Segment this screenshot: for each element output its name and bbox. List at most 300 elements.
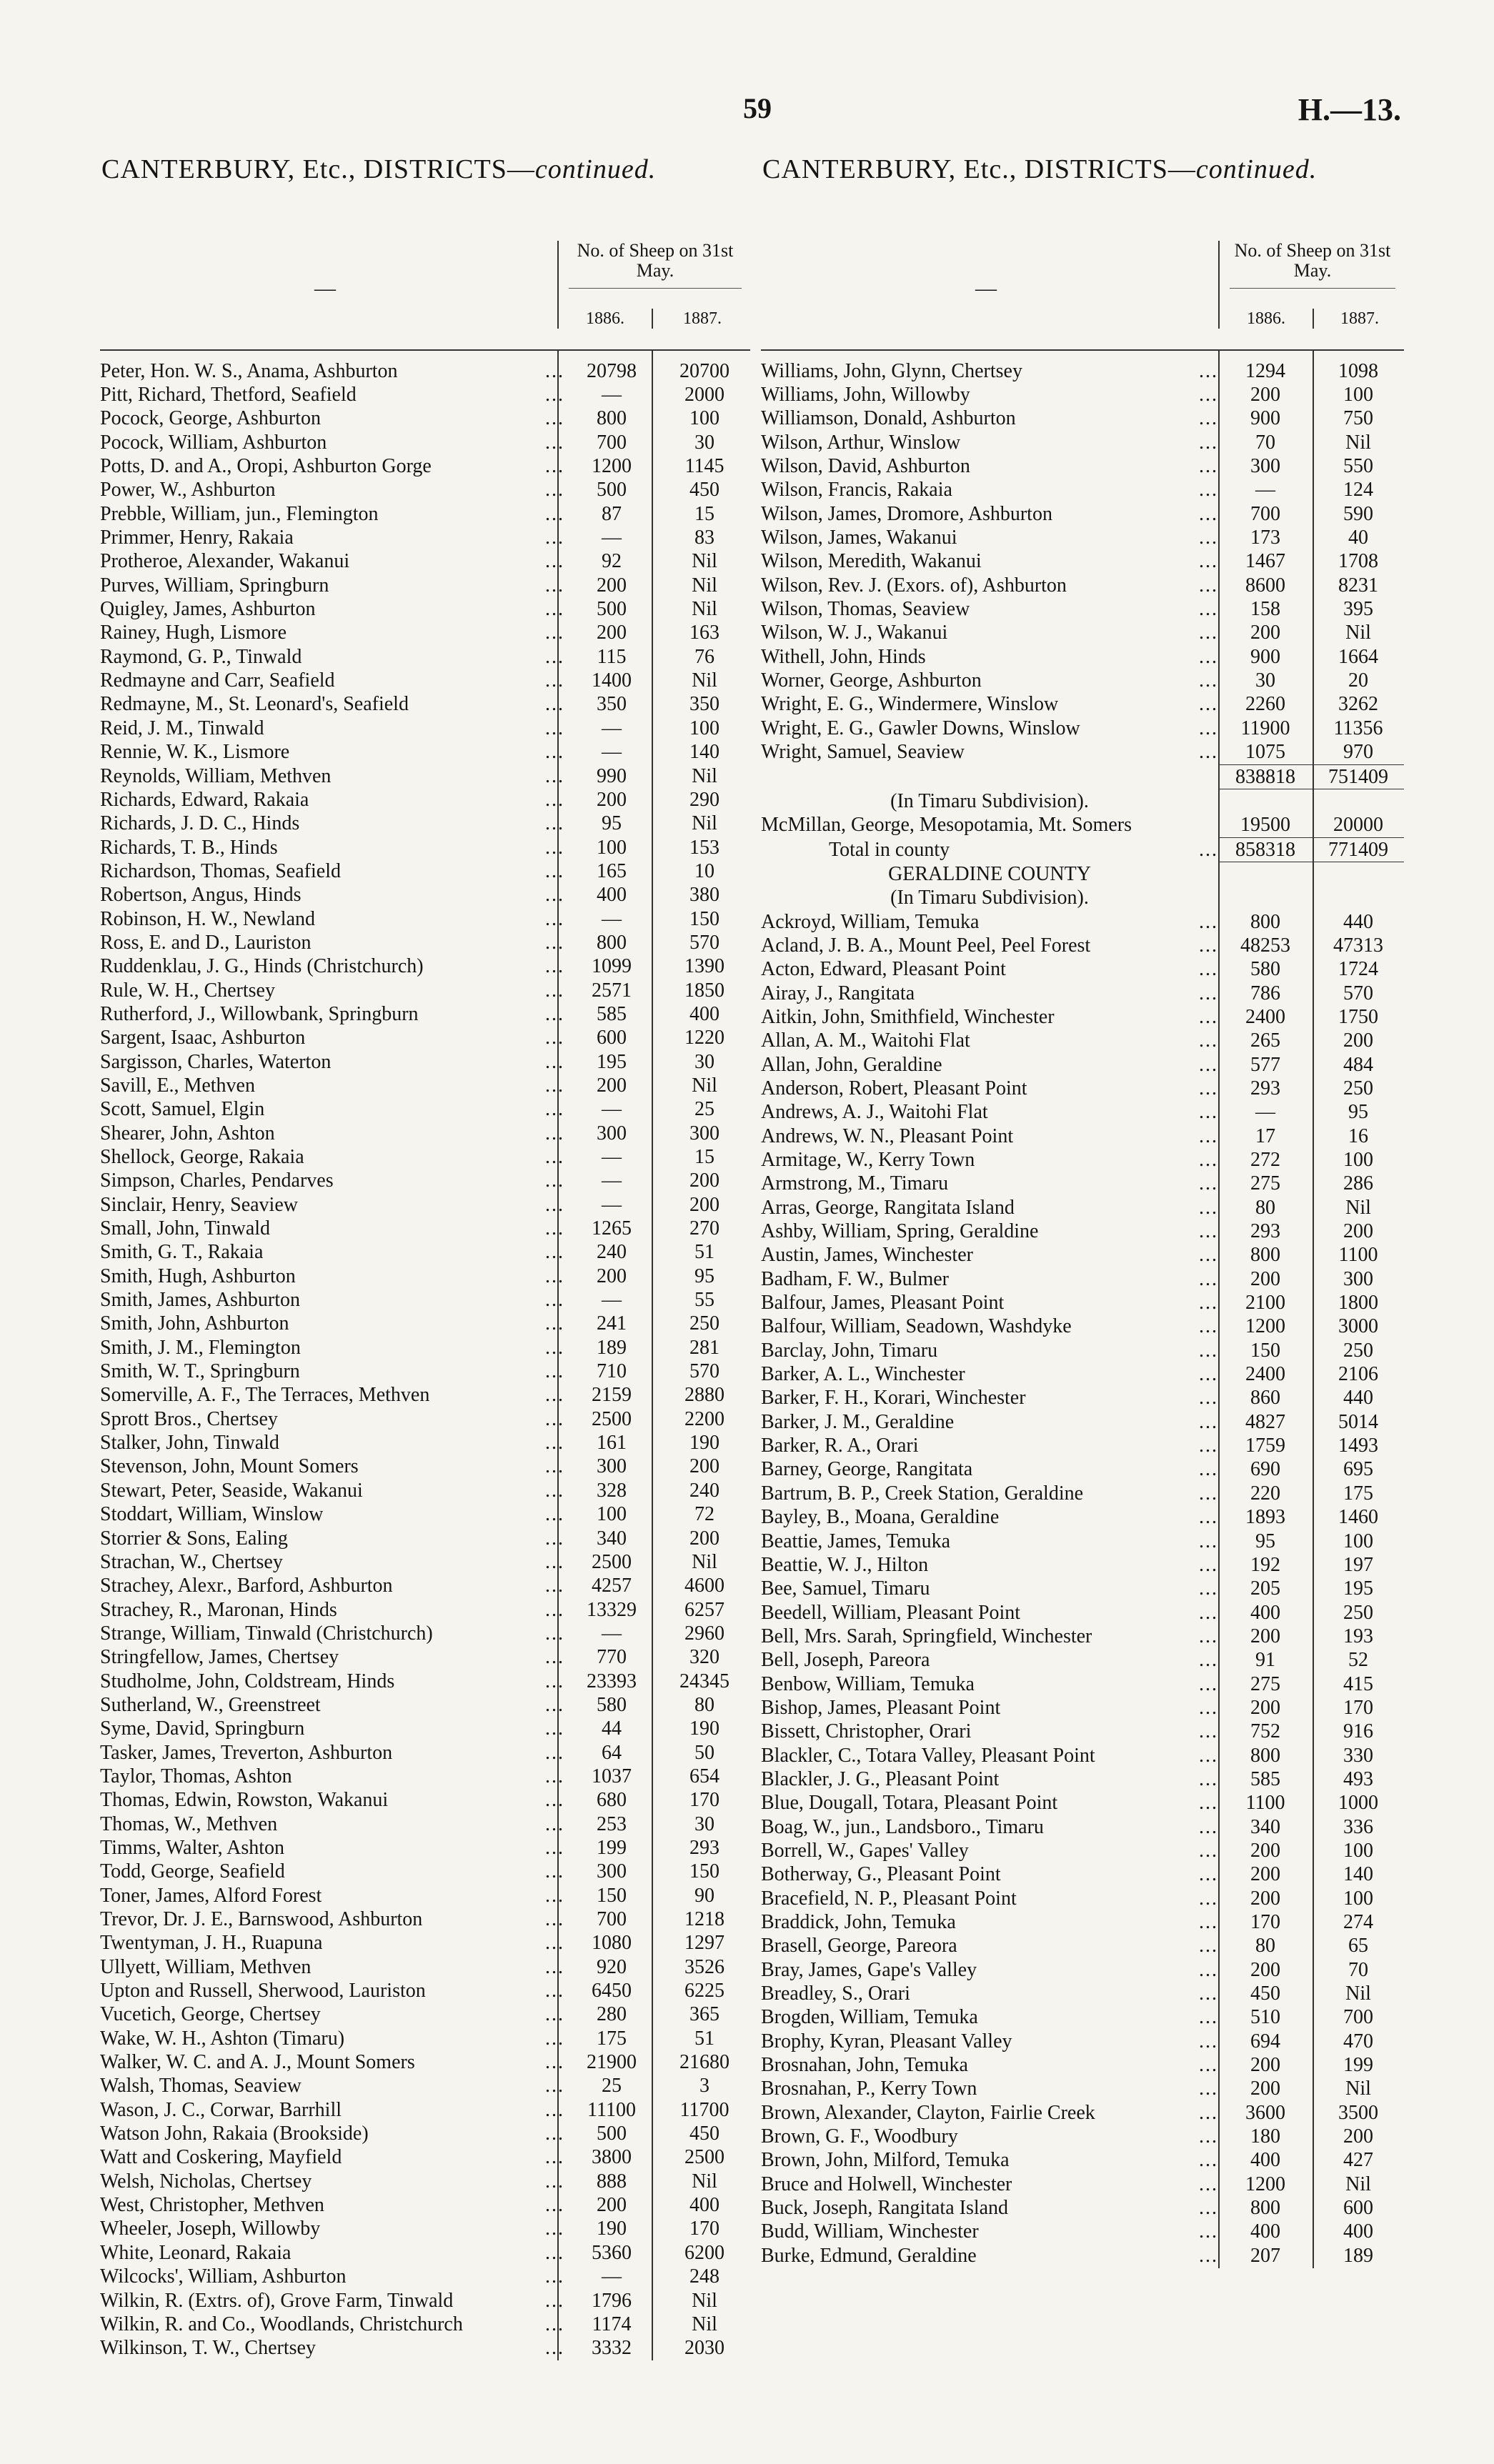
entry-name: Blackler, J. G., Pleasant Point <box>761 1767 1000 1790</box>
sheep-1887: 1390 <box>684 955 724 978</box>
leader-dots: ... <box>1199 2101 1218 2124</box>
sheep-1886: 200 <box>597 574 627 597</box>
entry-name: Barker, F. H., Korari, Winchester <box>761 1387 1026 1410</box>
sheep-1887: 51 <box>694 2027 714 2050</box>
sheep-1887: 440 <box>1343 1387 1373 1410</box>
sheep-1886: 190 <box>597 2218 627 2240</box>
sheep-1887: 20700 <box>679 359 729 382</box>
sheep-1887: Nil <box>692 598 717 621</box>
leader-dots: ... <box>545 2289 564 2312</box>
sheep-1887: 95 <box>694 1265 714 1287</box>
table-row <box>761 1625 1404 1648</box>
county-title-text: GERALDINE COUNTY <box>888 862 1091 885</box>
sheep-1887: 100 <box>1343 384 1373 406</box>
leader-dots: ... <box>545 1050 564 1073</box>
sheep-1886: 400 <box>597 884 627 907</box>
sheep-1886: 1200 <box>1245 1315 1285 1338</box>
sheep-1887: 190 <box>689 1432 719 1455</box>
leader-dots: ... <box>1199 669 1218 692</box>
leader-dots: ... <box>545 2003 564 2026</box>
sheep-1887: 153 <box>689 836 719 859</box>
sheep-1887: 281 <box>689 1336 719 1359</box>
leader-dots: ... <box>1199 2030 1218 2052</box>
leader-dots: ... <box>545 979 564 1002</box>
sheep-1887: 300 <box>689 1122 719 1144</box>
table-row <box>761 2149 1404 2173</box>
table-row <box>761 1935 1404 1958</box>
leader-dots: ... <box>545 812 564 835</box>
sheep-1887: 189 <box>1343 2244 1373 2267</box>
sheep-1887: 30 <box>694 431 714 454</box>
leader-dots: ... <box>545 1622 564 1645</box>
entry-name: Botherway, G., Pleasant Point <box>761 1863 1001 1886</box>
sheep-1887: 100 <box>1343 1887 1373 1910</box>
entry-name: Wason, J. C., Corwar, Barrhill <box>100 2098 342 2121</box>
leader-dots: ... <box>1199 622 1218 644</box>
sheep-1886: 400 <box>1250 2149 1280 2172</box>
entry-name: Stevenson, John, Mount Somers <box>100 1455 359 1478</box>
table-row <box>761 982 1404 1005</box>
leader-dots: ... <box>1199 550 1218 573</box>
table-row <box>761 1005 1404 1029</box>
left-column-title <box>101 154 750 185</box>
sheep-1887: 330 <box>1343 1744 1373 1767</box>
sheep-1886: 800 <box>597 407 627 430</box>
leader-dots: ... <box>545 1122 564 1144</box>
right-rows <box>761 351 1404 2268</box>
leader-dots: ... <box>1199 2078 1218 2100</box>
entry-name: Williams, John, Willowby <box>761 384 970 406</box>
sheep-1887: 1000 <box>1338 1792 1378 1815</box>
entry-name: Wake, W. H., Ashton (Timaru) <box>100 2027 345 2050</box>
sheep-1887: Nil <box>692 2289 717 2312</box>
sheep-1886: 690 <box>1250 1458 1280 1481</box>
leader-dots: ... <box>545 2051 564 2074</box>
sheep-1887: 270 <box>689 1217 719 1240</box>
sheep-1887: 450 <box>689 479 719 502</box>
leader-dots: ... <box>1199 1649 1218 1672</box>
entry-name: Smith, John, Ashburton <box>100 1312 289 1335</box>
leader-dots: ... <box>545 717 564 739</box>
sheep-1886: — <box>602 717 622 739</box>
entry-name: Upton and Russell, Sherwood, Lauriston <box>100 1980 426 2002</box>
table-row <box>761 1077 1404 1100</box>
entry-name: Blue, Dougall, Totara, Pleasant Point <box>761 1792 1058 1815</box>
leader-dots: ... <box>545 955 564 978</box>
sheep-1886: 200 <box>1250 1887 1280 1910</box>
sheep-1886: 2500 <box>592 1550 632 1573</box>
sheep-1886: 700 <box>1250 502 1280 525</box>
leader-dots: ... <box>1199 1935 1218 1957</box>
sheep-1886: 2400 <box>1245 1363 1285 1386</box>
entry-name: Wilson, Francis, Rakaia <box>761 479 952 502</box>
entry-name: Beattie, James, Temuka <box>761 1530 951 1552</box>
table-row <box>761 645 1404 669</box>
leader-dots: ... <box>545 359 564 382</box>
sheep-1886: 800 <box>597 931 627 954</box>
table-row <box>761 1244 1404 1267</box>
entry-name: Barker, J. M., Geraldine <box>761 1410 955 1433</box>
entry-name: Richards, T. B., Hinds <box>100 836 278 859</box>
sheep-1886: 4827 <box>1245 1410 1285 1433</box>
entry-name: Raymond, G. P., Tinwald <box>100 645 302 668</box>
sheep-1886: 165 <box>597 859 627 882</box>
sheep-1886: 200 <box>1250 1958 1280 1981</box>
leader-dots: ... <box>1199 479 1218 502</box>
table-row <box>761 717 1404 740</box>
entry-name: Armstrong, M., Timaru <box>761 1172 949 1195</box>
right-title-main: CANTERBURY, Etc., DISTRICTS— <box>762 154 1196 184</box>
sheep-1886: 920 <box>597 1955 627 1978</box>
sheep-1886: 3332 <box>592 2337 632 2360</box>
sheep-1887: 21680 <box>679 2051 729 2074</box>
entry-name: Wilkin, R. (Extrs. of), Grove Farm, Tinwald <box>100 2289 454 2312</box>
leader-dots: ... <box>1199 1339 1218 1362</box>
sheep-1886: 5360 <box>592 2241 632 2264</box>
left-sheep-header <box>557 241 752 329</box>
entry-name: White, Leonard, Rakaia <box>100 2241 292 2264</box>
leader-dots: ... <box>1199 2220 1218 2243</box>
sheep-1886: 300 <box>597 1455 627 1478</box>
leader-dots: ... <box>1199 1553 1218 1576</box>
sheep-1887: 2500 <box>684 2146 724 2169</box>
leader-dots: ... <box>545 1789 564 1812</box>
leader-dots: ... <box>1199 1101 1218 1124</box>
sheep-1887: 1218 <box>684 1908 724 1931</box>
table-row <box>761 1219 1404 1243</box>
entry-name: Acland, J. B. A., Mount Peel, Peel Forest <box>761 934 1091 957</box>
leader-dots: ... <box>545 527 564 549</box>
entry-name: Shearer, John, Ashton <box>100 1122 275 1144</box>
entry-name: Aitkin, John, Smithfield, Winchester <box>761 1005 1055 1028</box>
sheep-1886: 265 <box>1250 1029 1280 1052</box>
sheep-1887: Nil <box>692 574 717 597</box>
sheep-1887: 440 <box>1343 910 1373 933</box>
sheep-1886: 1174 <box>592 2313 632 2335</box>
leader-dots: ... <box>545 1717 564 1740</box>
leader-dots: ... <box>1199 958 1218 981</box>
entry-name: Twentyman, J. H., Ruapuna <box>100 1932 323 1955</box>
table-row <box>761 1720 1404 1744</box>
sheep-1887: 916 <box>1343 1720 1373 1743</box>
sheep-1886: 253 <box>597 1812 627 1835</box>
sheep-1886: 786 <box>1250 982 1280 1004</box>
sheep-1886: 17 <box>1255 1124 1275 1147</box>
sheep-1887: 550 <box>1343 455 1373 478</box>
leader-dots: ... <box>545 859 564 882</box>
table-row <box>761 1101 1404 1124</box>
sheep-1887: 2030 <box>684 2337 724 2360</box>
sheep-1886: 175 <box>597 2027 627 2050</box>
entry-name: Brosnahan, P., Kerry Town <box>761 2078 977 2100</box>
leader-dots: ... <box>1199 1577 1218 1600</box>
table-row <box>761 1767 1404 1791</box>
sheep-1886: 293 <box>1250 1220 1280 1243</box>
sheep-1887: 493 <box>1343 1767 1373 1790</box>
sheep-1886: — <box>1255 1101 1275 1124</box>
sheep-1886: 1294 <box>1245 359 1285 382</box>
leader-dots: ... <box>545 2241 564 2264</box>
entry-name: Barclay, John, Timaru <box>761 1339 938 1362</box>
sheep-1886: 200 <box>597 1074 627 1097</box>
entry-name: Rainey, Hugh, Lismore <box>100 622 287 644</box>
sheep-1887: 1460 <box>1338 1506 1378 1529</box>
sheep-1887: 20 <box>1348 669 1368 692</box>
sheep-1886: 11900 <box>1240 717 1290 739</box>
sheep-1887: 76 <box>694 645 714 668</box>
leader-dots: ... <box>545 407 564 430</box>
sheep-1887: 365 <box>689 2003 719 2026</box>
leader-dots: ... <box>1199 1244 1218 1267</box>
sheep-1887: 200 <box>1343 1220 1373 1243</box>
entry-name: Potts, D. and A., Oropi, Ashburton Gorge <box>100 455 432 478</box>
table-row <box>761 479 1404 502</box>
sheep-1887: 1100 <box>1338 1244 1378 1267</box>
table-row <box>761 838 1404 862</box>
leader-dots: ... <box>545 1693 564 1716</box>
sheep-1886: 200 <box>597 788 627 811</box>
entry-name: Smith, J. M., Flemington <box>100 1336 301 1359</box>
table-row <box>761 1672 1404 1696</box>
sheep-1886: 1467 <box>1245 550 1285 573</box>
table-row <box>761 1863 1404 1887</box>
sheep-1887: 600 <box>1343 2197 1373 2220</box>
sheep-1887: 170 <box>689 1789 719 1812</box>
leader-dots: ... <box>1199 1601 1218 1624</box>
sheep-1887: 2106 <box>1338 1363 1378 1386</box>
table-row <box>761 407 1404 431</box>
leader-dots: ... <box>1199 1720 1218 1743</box>
sheep-1886: 13329 <box>587 1598 637 1621</box>
sheep-1886: — <box>602 741 622 764</box>
sheep-1887: 3262 <box>1338 693 1378 716</box>
sheep-1887: 55 <box>694 1289 714 1312</box>
sheep-1887: 274 <box>1343 1911 1373 1934</box>
leader-dots: ... <box>545 1432 564 1455</box>
right-table-body <box>761 351 1404 2268</box>
sheep-1886: 580 <box>597 1693 627 1716</box>
sheep-1886: 900 <box>1250 407 1280 430</box>
entry-name: Bayley, B., Moana, Geraldine <box>761 1506 1000 1529</box>
entry-name: Sprott Bros., Chertsey <box>100 1407 278 1430</box>
leader-dots: ... <box>545 2146 564 2169</box>
sheep-1887: 400 <box>689 1002 719 1025</box>
sheep-1886: 2571 <box>592 979 632 1002</box>
entry-name: Wilkin, R. and Co., Woodlands, Christchurch <box>100 2313 463 2335</box>
sheep-1887: 290 <box>689 788 719 811</box>
sheep-1886: 577 <box>1250 1053 1280 1076</box>
sheep-1886: 1075 <box>1245 741 1285 764</box>
sheep-1887: Nil <box>1345 2173 1371 2195</box>
entry-name: Reid, J. M., Tinwald <box>100 717 264 739</box>
entry-name: Wilson, Rev. J. (Exors. of), Ashburton <box>761 574 1067 597</box>
sheep-1887: 1724 <box>1338 958 1378 981</box>
sheep-1887: 15 <box>694 502 714 525</box>
leader-dots: ... <box>1199 1530 1218 1552</box>
leader-dots: ... <box>545 788 564 811</box>
sheep-1886: 858318 <box>1235 838 1295 861</box>
sheep-1887: 3500 <box>1338 2101 1378 2124</box>
sheep-1886: — <box>602 1193 622 1216</box>
sheep-1886: 200 <box>597 2194 627 2217</box>
sheep-1887: 190 <box>689 1717 719 1740</box>
entry-name: Richards, J. D. C., Hinds <box>100 812 300 835</box>
sheep-1886: 800 <box>1250 1244 1280 1267</box>
leader-dots: ... <box>545 502 564 525</box>
sheep-1886: 2159 <box>592 1384 632 1407</box>
entry-name: Wilcocks', William, Ashburton <box>100 2265 347 2288</box>
table-row <box>761 622 1404 645</box>
sheep-1886: 700 <box>597 1908 627 1931</box>
entry-name: Allan, John, Geraldine <box>761 1053 942 1076</box>
sheep-1887: 400 <box>1343 2220 1373 2243</box>
table-row <box>761 910 1404 934</box>
entry-name: Badham, F. W., Bulmer <box>761 1267 949 1290</box>
leader-dots: ... <box>1199 1982 1218 2005</box>
sheep-1886: 200 <box>1250 1625 1280 1647</box>
entry-name: Tasker, James, Treverton, Ashburton <box>100 1741 393 1764</box>
sheep-1887: 1098 <box>1338 359 1378 382</box>
entry-name: Welsh, Nicholas, Chertsey <box>100 2170 312 2193</box>
leader-dots: ... <box>545 1384 564 1407</box>
leader-dots: ... <box>1199 1911 1218 1934</box>
table-row <box>761 1458 1404 1482</box>
leader-dots: ... <box>1199 1767 1218 1790</box>
sheep-1886: 19500 <box>1240 814 1290 837</box>
entry-name: Wilson, David, Ashburton <box>761 455 970 478</box>
leader-dots: ... <box>545 1098 564 1121</box>
entry-name: Vucetich, George, Chertsey <box>100 2003 321 2026</box>
entry-name: Beedell, William, Pleasant Point <box>761 1601 1021 1624</box>
entry-name: Budd, William, Winchester <box>761 2220 979 2243</box>
entry-name: Pocock, William, Ashburton <box>100 431 327 454</box>
entry-name: Rule, W. H., Chertsey <box>100 979 275 1002</box>
entry-name: Bartrum, B. P., Creek Station, Geraldine <box>761 1482 1084 1505</box>
leader-dots: ... <box>1199 1482 1218 1505</box>
sheep-1887: 3526 <box>684 1955 724 1978</box>
sheep-1887: 293 <box>689 1836 719 1859</box>
leader-dots: ... <box>1199 502 1218 525</box>
table-row <box>761 359 1404 383</box>
leader-dots: ... <box>545 2123 564 2145</box>
sheep-1887: 2960 <box>684 1622 724 1645</box>
entry-name: Wright, Samuel, Seaview <box>761 741 965 764</box>
table-row <box>761 958 1404 982</box>
sheep-1886: 150 <box>1250 1339 1280 1362</box>
entry-name: Trevor, Dr. J. E., Barnswood, Ashburton <box>100 1908 423 1931</box>
sheep-1886: 500 <box>597 598 627 621</box>
sheep-1886: 1893 <box>1245 1506 1285 1529</box>
leader-dots: ... <box>545 1074 564 1097</box>
sheep-1886: 220 <box>1250 1482 1280 1505</box>
entry-name: Williams, John, Glynn, Chertsey <box>761 359 1022 382</box>
sheep-1887: 250 <box>1343 1601 1373 1624</box>
entry-name: Bell, Mrs. Sarah, Springfield, Winchester <box>761 1625 1092 1647</box>
entry-name: Strachey, R., Maronan, Hinds <box>100 1598 337 1621</box>
leader-dots: ... <box>545 1407 564 1430</box>
sheep-1887: 350 <box>689 693 719 716</box>
sheep-1887: 654 <box>689 1765 719 1787</box>
leader-dots: ... <box>545 645 564 668</box>
entry-name: Ross, E. and D., Lauriston <box>100 931 312 954</box>
sheep-1886: 328 <box>597 1479 627 1502</box>
county-title <box>761 862 1404 886</box>
entry-name: Wilson, W. J., Wakanui <box>761 622 948 644</box>
left-title-italic: continued. <box>534 154 657 184</box>
sheep-1887: 1664 <box>1338 645 1378 668</box>
sheep-1887: Nil <box>1345 2078 1371 2100</box>
sheep-1886: 200 <box>1250 384 1280 406</box>
entry-name: Ashby, William, Spring, Geraldine <box>761 1220 1039 1243</box>
leader-dots: ... <box>545 2337 564 2360</box>
sheep-1886: 30 <box>1255 669 1275 692</box>
sheep-1887: 199 <box>1343 2054 1373 2077</box>
entry-name: Power, W., Ashburton <box>100 479 276 502</box>
sheep-1886: 200 <box>1250 622 1280 644</box>
leader-dots: ... <box>545 2313 564 2335</box>
entry-name: Barker, R. A., Orari <box>761 1435 919 1457</box>
sheep-1887: 6257 <box>684 1598 724 1621</box>
sheep-1887: 100 <box>689 407 719 430</box>
right-column <box>761 154 1404 2268</box>
leader-dots: ... <box>545 1527 564 1550</box>
leader-dots: ... <box>1199 1005 1218 1028</box>
sheep-1887: 415 <box>1343 1672 1373 1695</box>
table-row <box>761 814 1404 837</box>
entry-name: Timms, Walter, Ashton <box>100 1836 285 1859</box>
sheep-1887: Nil <box>1345 431 1371 454</box>
sheep-1886: 700 <box>597 431 627 454</box>
leader-dots: ... <box>545 1169 564 1192</box>
sheep-1886: 990 <box>597 764 627 787</box>
sheep-1886: 192 <box>1250 1553 1280 1576</box>
sheep-1886: 585 <box>1250 1767 1280 1790</box>
leader-dots: ... <box>545 479 564 502</box>
leader-dots: ... <box>1199 1672 1218 1695</box>
leader-dots: ... <box>545 1360 564 1383</box>
leader-dots: ... <box>545 1455 564 1478</box>
leader-dots: ... <box>545 1765 564 1787</box>
table-row <box>761 1434 1404 1457</box>
leader-dots: ... <box>545 693 564 716</box>
sheep-1886: 1200 <box>1245 2173 1285 2195</box>
leader-dots: ... <box>1199 2173 1218 2195</box>
sheep-1887: 90 <box>694 1884 714 1907</box>
leader-dots: ... <box>545 2218 564 2240</box>
leader-dots: ... <box>1199 527 1218 549</box>
entry-name: Bell, Joseph, Pareora <box>761 1649 930 1672</box>
sheep-1886: 300 <box>597 1860 627 1883</box>
sheep-1887: 470 <box>1343 2030 1373 2052</box>
table-row <box>761 2053 1404 2077</box>
entry-name: Stoddart, William, Winslow <box>100 1503 324 1526</box>
left-year-1886: 1886. <box>559 309 653 329</box>
sheep-1886: — <box>1255 479 1275 502</box>
leader-dots: ... <box>1199 2149 1218 2172</box>
entry-name: Peter, Hon. W. S., Anama, Ashburton <box>100 359 398 382</box>
sheep-1886: 500 <box>597 479 627 502</box>
sheep-1886: 275 <box>1250 1672 1280 1695</box>
sheep-1886: 1099 <box>592 955 632 978</box>
leader-dots: ... <box>545 1336 564 1359</box>
leader-dots: ... <box>545 1741 564 1764</box>
entry-name: Small, John, Tinwald <box>100 1217 271 1240</box>
leader-dots: ... <box>545 384 564 406</box>
sheep-1886: 1265 <box>592 1217 632 1240</box>
entry-name: Austin, James, Winchester <box>761 1244 973 1267</box>
leader-dots: ... <box>545 764 564 787</box>
entry-name: Robinson, H. W., Newland <box>100 907 315 930</box>
